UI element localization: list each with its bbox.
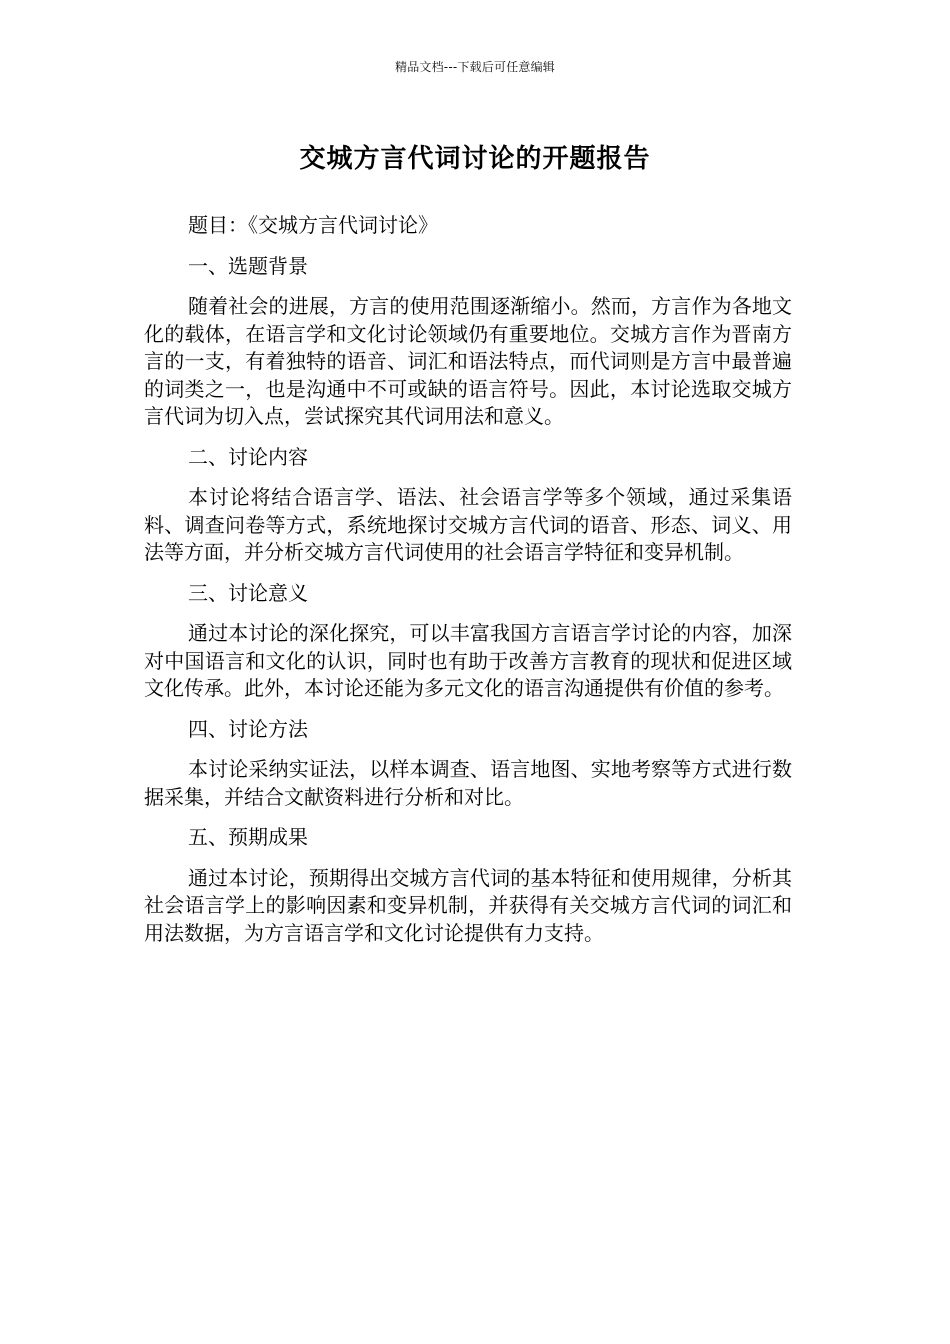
- section-heading-methods: 四、讨论方法: [188, 716, 308, 741]
- section-text-content: 本讨论将结合语言学、语法、社会语言学等多个领域，通过采集语料、调查问卷等方式，系统地探讨交城方言代词的语音、形态、词义、用法等方面，并分析交城方言代词使用的社会语言学特征和变异机制。: [144, 485, 792, 564]
- section-heading-background: 一、选题背景: [188, 253, 308, 278]
- section-heading-content: 二、讨论内容: [188, 444, 308, 469]
- header-note: 精品文档---下载后可任意编辑: [395, 60, 555, 74]
- section-text-background: 随着社会的进展，方言的使用范围逐渐缩小。然而，方言作为各地文化的载体，在语言学和文化讨论领域仍有重要地位。交城方言作为晋南方言的一支，有着独特的语音、词汇和语法特点，而代词则是方言中最普遍的词类之一，也是沟通中不可或缺的语言符号。因此，本讨论选取交城方言代词为切入点，尝试探究其代词用法和意义。: [144, 294, 792, 428]
- document-title: 交城方言代词讨论的开题报告: [299, 144, 651, 174]
- section-text-methods: 本讨论采纳实证法，以样本调查、语言地图、实地考察等方式进行数据采集，并结合文献资料进行分析和对比。: [144, 757, 792, 809]
- section-text-outcomes: 通过本讨论，预期得出交城方言代词的基本特征和使用规律，分析其社会语言学上的影响因素和变异机制，并获得有关交城方言代词的词汇和用法数据，为方言语言学和文化讨论提供有力支持。: [144, 865, 792, 945]
- topic-line: 题目：《交城方言代词讨论》: [188, 213, 438, 237]
- section-heading-significance: 三、讨论意义: [188, 580, 308, 605]
- document-body: [144, 212, 792, 960]
- section-text-significance: 通过本讨论的深化探究，可以丰富我国方言语言学讨论的内容，加深对中国语言和文化的认识，同时也有助于改善方言教育的现状和促进区域文化传承。此外，本讨论还能为多元文化的语言沟通提供有价值的参考。: [144, 621, 792, 700]
- section-heading-outcomes: 五、预期成果: [188, 825, 308, 849]
